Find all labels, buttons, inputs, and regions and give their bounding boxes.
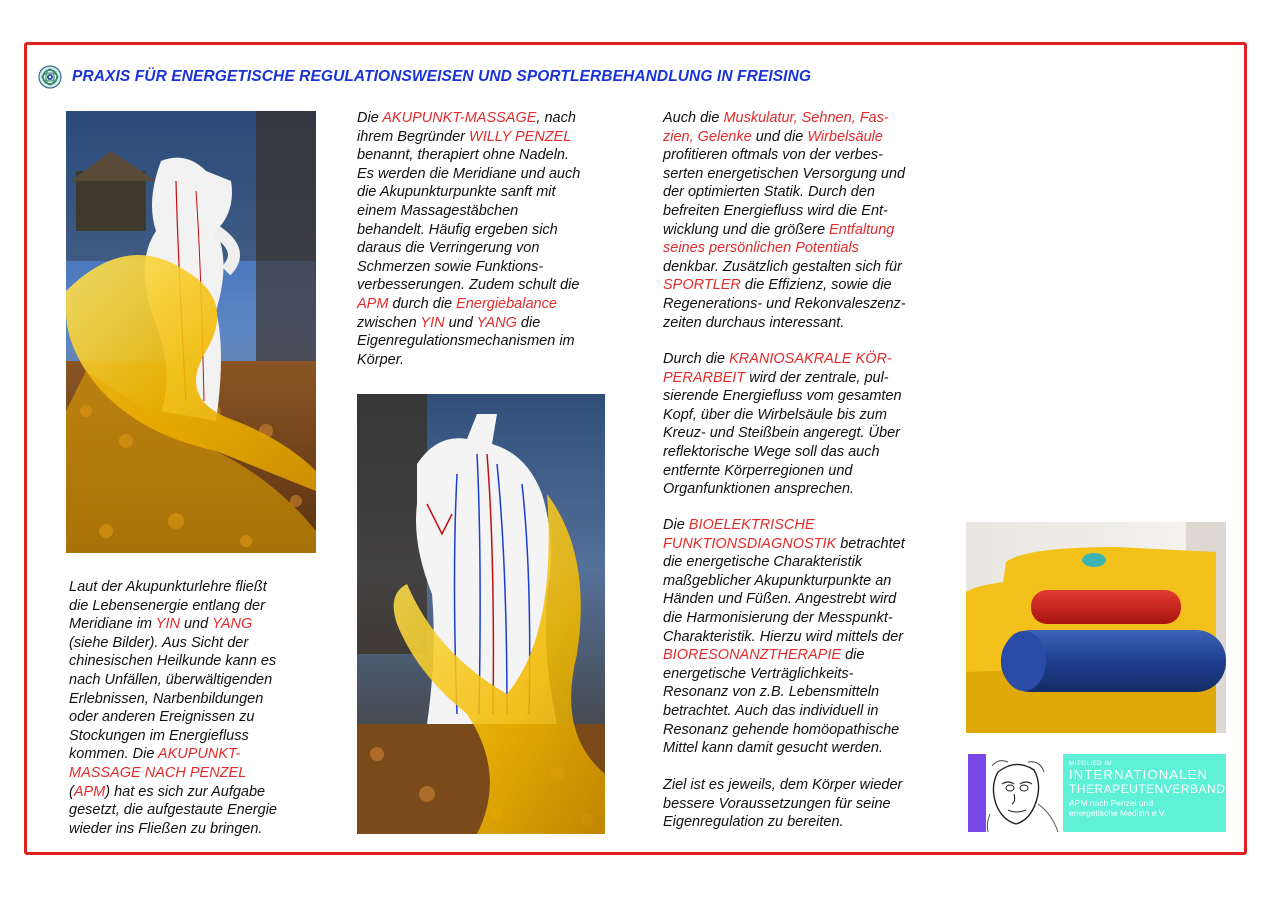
text-line: MASSAGE NACH PENZEL [69,764,247,781]
col3-text-2 [663,350,958,499]
text-line: verbesserungen. Zudem schult die [357,277,580,294]
text-line: zeiten durchaus interessant. [663,314,845,331]
col3-text-3 [663,516,963,758]
text-line: maßgeblicher Akupunkturpunkte an [663,572,892,589]
text-line: Ziel ist es jeweils, dem Körper wieder [663,777,903,793]
text-line: Meridiane im YIN und YANG [69,616,253,633]
text-line: Kopf, über die Wirbelsäule bis zum [663,406,887,423]
text-line: behandelt. Häufig ergeben sich [357,221,558,238]
photo-mannequin-meridians [357,394,605,834]
text-line: denkbar. Zusätzlich gestalten sich für [663,258,902,275]
text-line: befreiten Energiefluss wird die Ent- [663,202,888,219]
text-line: Die BIOELEKTRISCHE [663,517,815,533]
text-line: Händen und Füßen. Angestrebt wird [663,591,897,608]
text-line: Erlebnissen, Narbenbildungen [69,690,264,707]
text-line: die Harmonisierung der Messpunkt- [663,609,893,626]
text-line: betrachtet. Auch das individuell in [663,702,879,719]
text-line: die Akupunkturpunkte sanft mit [357,184,556,201]
col3-text-4 [663,776,958,832]
text-line: Stockungen im Energiefluss [69,727,249,744]
text-line: Durch die KRANIOSAKRALE KÖR- [663,351,892,367]
photo-mannequin-ribbon [66,111,316,553]
text-line: Charakteristik. Hierzu wird mittels der [663,628,904,645]
text-line: Resonanz gehende homöopathische [663,721,900,738]
badge-line3: APM nach Penzel und [1069,798,1154,808]
badge-text [1069,760,1224,818]
text-line: die Lebensenergie entlang der [69,597,265,614]
col3-text [663,109,958,332]
text-line: ihrem Begründer WILLY PENZEL [357,128,572,145]
text-line: benannt, therapiert ohne Nadeln. [357,147,570,164]
text-line: energetische Verträglichkeits- [663,665,854,682]
text-line: Körper. [357,351,405,368]
text-line: FUNKTIONSDIAGNOSTIK betrachtet [663,535,905,552]
text-line: Kreuz- und Steißbein angeregt. Über [663,425,900,442]
text-line: wicklung und die größere Entfaltung [663,221,895,238]
text-line: BIORESONANZTHERAPIE die [663,647,865,664]
text-line: nach Unfällen, überwältigenden [69,671,273,688]
text-line: kommen. Die AKUPUNKT- [69,746,241,763]
header [38,64,811,90]
text-line: Schmerzen sowie Funktions- [357,258,544,275]
text-line: profitieren oftmals von der verbes- [663,147,884,164]
photo-massage-table [966,522,1226,733]
text-line: Resonanz von z.B. Lebensmitteln [663,684,880,701]
text-line: oder anderen Ereignissen zu [69,709,255,726]
text-line: einem Massagestäbchen [357,202,519,219]
text-line: die energetische Charakteristik [663,554,863,571]
badge-portrait [968,754,1063,832]
text-line: wieder ins Fließen zu bringen. [69,820,263,837]
col1-text [69,578,319,838]
text-line: daraus die Verringerung von [357,240,540,257]
text-line: Auch die Muskulatur, Sehnen, Fas- [663,110,889,126]
text-line: Die AKUPUNKT-MASSAGE, nach [357,110,576,126]
membership-badge [968,754,1226,832]
text-line: Mittel kann damit gesucht werden. [663,740,884,757]
text-line: Eigenregulationsmechanismen im [357,333,575,350]
text-line: APM durch die Energiebalance [357,295,557,312]
text-line: zien, Gelenke und die Wirbelsäule [663,128,883,145]
text-line: zwischen YIN und YANG die [357,314,541,331]
badge-line2: THERAPEUTENVERBAND [1069,782,1226,796]
text-line: seines persönlichen Potentials [663,240,859,257]
text-line: Eigenregulation zu bereiten. [663,814,844,831]
text-line: bessere Voraussetzungen für seine [663,795,891,812]
page-title: PRAXIS FÜR ENERGETISCHE REGULATIONSWEISEN UND SPORTLERBEHANDLUNG IN FREISING [72,68,812,85]
text-line: gesetzt, die aufgestaute Energie [69,802,277,819]
text-line: sierende Energiefluss vom gesamten [663,388,902,405]
text-line: chinesischen Heilkunde kann es [69,653,277,670]
badge-small-label: MITGLIED IM [1069,760,1113,767]
text-line: (siehe Bilder). Aus Sicht der [69,634,249,651]
text-line: entfernte Körperregionen und [663,462,853,479]
text-line: (APM) hat es sich zur Aufgabe [69,783,266,800]
badge-line4: energetische Medizin e.V. [1069,808,1167,818]
badge-line1: INTERNATIONALEN [1069,767,1209,782]
text-line: Regenerations- und Rekonvaleszenz- [663,295,906,312]
text-line: reflektorische Wege soll das auch [663,443,880,460]
text-line: PERARBEIT wird der zentrale, pul- [663,369,889,386]
text-line: der optimierten Statik. Durch den [663,184,875,201]
text-line: SPORTLER die Effizienz, sowie die [663,277,892,294]
col2-text [357,109,627,369]
meridian-eye-logo-icon [38,65,62,89]
text-line: Es werden die Meridiane und auch [357,165,581,182]
text-line: serten energetischen Versorgung und [663,165,906,182]
text-line: Laut der Akupunkturlehre fließt [69,579,267,595]
text-line: Organfunktionen ansprechen. [663,481,855,498]
